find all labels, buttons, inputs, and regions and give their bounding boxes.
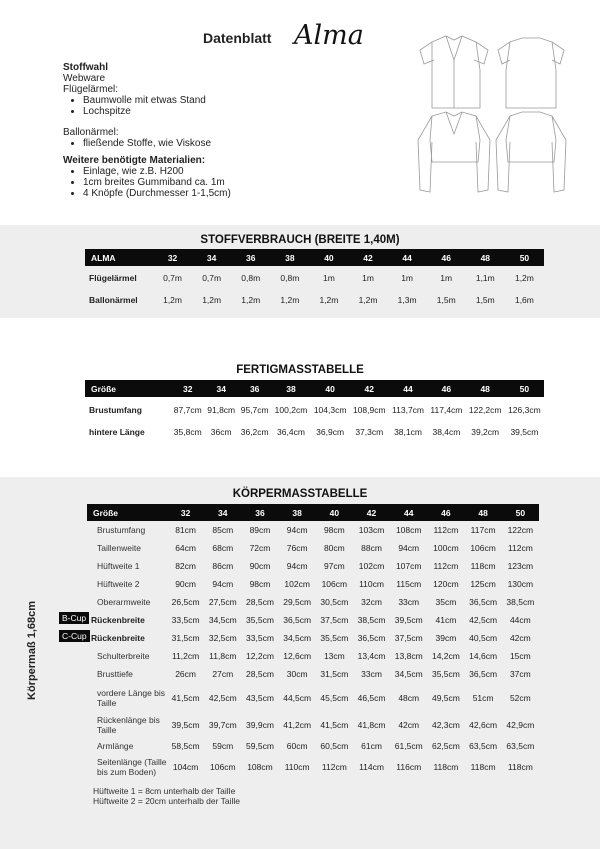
table-cell: 1m xyxy=(401,273,414,283)
row-label: Taillenweite xyxy=(97,543,141,553)
table-cell: 118cm xyxy=(470,762,496,772)
table-cell: 108,9cm xyxy=(352,405,386,415)
note: Hüftweite 1 = 8cm unterhalb der Taille xyxy=(93,786,236,796)
table-cell: 48cm xyxy=(398,693,420,703)
table-cell: 38,5cm xyxy=(357,615,386,625)
size-header: 38 xyxy=(271,380,310,397)
row-label: Hüftweite 1 xyxy=(97,561,140,571)
page-header xyxy=(203,30,271,48)
table-cell: 42cm xyxy=(509,633,531,643)
table-cell: 43,5cm xyxy=(246,693,274,703)
table-cell: 39cm xyxy=(435,633,457,643)
size-header: 36 xyxy=(238,380,271,397)
table-cell: 62,5cm xyxy=(431,741,460,751)
size-header: 34 xyxy=(204,504,241,521)
header-row xyxy=(85,380,544,397)
fabric-type: Webware xyxy=(63,73,106,84)
garment-illustrations xyxy=(410,30,580,200)
row-label: vordere Länge bis Taille xyxy=(97,688,166,708)
table-cell: 110cm xyxy=(359,579,384,589)
table-cell: 118cm xyxy=(470,561,496,571)
table-cell: 86cm xyxy=(212,561,234,571)
size-header: 48 xyxy=(465,504,502,521)
table-cell: 15cm xyxy=(509,651,531,661)
table-cell: 85cm xyxy=(212,525,234,535)
ballon-list xyxy=(63,138,383,149)
table-cell: 37cm xyxy=(509,669,531,679)
row-label: Armlänge xyxy=(97,741,134,751)
row-label: Brustumfang xyxy=(97,525,146,535)
list-item: • fließende Stoffe, wie Viskose xyxy=(83,138,383,149)
row-label: Oberarmweite xyxy=(97,597,151,607)
table-cell: 118cm xyxy=(507,762,533,772)
table-cell: 36,5cm xyxy=(283,615,312,625)
table-cell: 72cm xyxy=(249,543,271,553)
table-cell: 35,5cm xyxy=(320,633,349,643)
table-cell: 0,8m xyxy=(241,273,261,283)
table-cell: 114cm xyxy=(359,762,384,772)
table-cell: 41cm xyxy=(435,615,457,625)
table-cell: 0,8m xyxy=(280,273,300,283)
table-cell: 68cm xyxy=(212,543,234,553)
table-row xyxy=(87,539,539,557)
table-cell: 27,5cm xyxy=(208,597,237,607)
b-cup-badge: B-Cup xyxy=(59,612,89,624)
table-cell: 98cm xyxy=(323,525,345,535)
table-cell: 106cm xyxy=(210,762,236,772)
table-cell: 42cm xyxy=(398,720,420,730)
table-cell: 14,2cm xyxy=(431,651,460,661)
size-header: 34 xyxy=(204,380,237,397)
size-header: 32 xyxy=(167,504,204,521)
row-label: Ballonärmel xyxy=(89,295,138,305)
table-cell: 102cm xyxy=(358,561,385,571)
table-cell: 58,5cm xyxy=(171,741,200,751)
size-header: 48 xyxy=(466,380,505,397)
finished-table xyxy=(85,380,544,440)
body-table-title: KÖRPERMASSTABELLE xyxy=(232,488,368,500)
table-cell: 117cm xyxy=(470,525,496,535)
table-cell: 59,5cm xyxy=(246,741,274,751)
table-cell: 40,5cm xyxy=(469,633,498,643)
table-cell: 130cm xyxy=(507,579,534,589)
table-cell: 80cm xyxy=(323,543,345,553)
table-cell: 36,5cm xyxy=(469,669,498,679)
table-cell: 108cm xyxy=(247,762,273,772)
header-row xyxy=(85,249,544,266)
row-label: hintere Länge xyxy=(89,426,145,437)
table-cell: 32,5cm xyxy=(208,633,237,643)
table-cell: 120cm xyxy=(433,579,459,589)
fluegel-heading: Flügelärmel: xyxy=(63,84,119,95)
size-header: 46 xyxy=(427,504,464,521)
table-cell: 39,5cm xyxy=(510,426,539,437)
table-cell: 82cm xyxy=(175,561,196,571)
table-row xyxy=(87,737,539,755)
table-cell: 1m xyxy=(362,273,374,283)
row-label: Rückenlänge bis Taille xyxy=(97,715,160,735)
table-cell: 113,7cm xyxy=(392,405,425,415)
table-cell: 1,1m xyxy=(475,273,495,283)
list-item: • Lochspitze xyxy=(83,106,383,117)
table-cell: 37,5cm xyxy=(320,615,349,625)
table-cell: 28,5cm xyxy=(246,597,274,607)
table-cell: 13cm xyxy=(323,651,345,661)
table-cell: 1,2m xyxy=(202,295,222,305)
table-cell: 39,5cm xyxy=(394,615,423,625)
corner-header: Größe xyxy=(85,380,171,397)
table-row xyxy=(87,557,539,575)
table-cell: 38,4cm xyxy=(432,426,461,437)
table-cell: 116cm xyxy=(396,762,422,772)
corner-header: Größe xyxy=(87,504,167,521)
table-cell: 1m xyxy=(440,273,453,283)
other-materials-list xyxy=(63,166,383,199)
size-header: 36 xyxy=(231,249,270,266)
table-cell: 94cm xyxy=(286,525,308,535)
table-row xyxy=(87,713,539,737)
table-cell: 117,4cm xyxy=(430,405,463,415)
table-cell: 14,6cm xyxy=(469,651,498,661)
table-cell: 61,5cm xyxy=(394,741,423,751)
table-cell: 39,2cm xyxy=(471,426,500,437)
table-cell: 104,3cm xyxy=(313,405,347,415)
fabric-heading: Stoffwahl xyxy=(63,62,108,73)
note: Hüftweite 2 = 20cm unterhalb der Taille xyxy=(93,796,241,806)
size-header: 48 xyxy=(466,249,505,266)
table-row xyxy=(87,647,539,665)
fluegel-list xyxy=(63,95,383,117)
table-cell: 126,3cm xyxy=(508,405,541,415)
list-item: • Baumwolle mit etwas Stand xyxy=(83,95,383,106)
table-cell: 33,5cm xyxy=(246,633,274,643)
table-cell: 63,5cm xyxy=(506,741,535,751)
table-cell: 90cm xyxy=(175,579,196,589)
table-row xyxy=(87,665,539,683)
notes xyxy=(93,786,240,806)
table-cell: 60,5cm xyxy=(320,741,349,751)
table-cell: 63,5cm xyxy=(469,741,498,751)
table-row xyxy=(87,575,539,593)
table-cell: 81cm xyxy=(175,525,196,535)
size-header: 40 xyxy=(309,249,348,266)
table-cell: 60cm xyxy=(286,741,308,751)
table-cell: 112cm xyxy=(321,762,347,772)
table-cell: 90cm xyxy=(249,561,271,571)
table-cell: 0,7m xyxy=(202,273,222,283)
row-label: Brustumfang xyxy=(89,405,142,415)
table-cell: 1,2m xyxy=(358,295,378,305)
table-cell: 39,5cm xyxy=(171,720,200,730)
table-cell: 95,7cm xyxy=(240,405,269,415)
materials-section xyxy=(63,62,383,199)
size-header: 36 xyxy=(241,504,278,521)
table-cell: 49,5cm xyxy=(431,693,460,703)
table-cell: 33cm xyxy=(361,669,382,679)
size-header: 34 xyxy=(192,249,231,266)
table-cell: 1,3m xyxy=(397,295,417,305)
row-label: Hüftweite 2 xyxy=(97,579,140,589)
table-cell: 38,5cm xyxy=(506,597,535,607)
table-cell: 1,2m xyxy=(241,295,261,305)
table-cell: 112cm xyxy=(507,543,533,553)
table-cell: 41,8cm xyxy=(357,720,386,730)
table-cell: 115cm xyxy=(396,579,422,589)
corner-header: ALMA xyxy=(85,249,153,266)
list-item: • 4 Knöpfe (Durchmesser 1-1,5cm) xyxy=(83,188,383,199)
table-cell: 100,2cm xyxy=(274,405,308,415)
table-row xyxy=(87,611,539,629)
size-header: 40 xyxy=(316,504,353,521)
table-cell: 41,5cm xyxy=(171,693,200,703)
table-cell: 28,5cm xyxy=(246,669,274,679)
table-cell: 31,5cm xyxy=(171,633,200,643)
table-cell: 59cm xyxy=(212,741,234,751)
table-row xyxy=(85,423,544,440)
table-cell: 38,1cm xyxy=(394,426,422,437)
table-cell: 122cm xyxy=(507,525,534,535)
table-cell: 123cm xyxy=(507,561,534,571)
table-cell: 30cm xyxy=(286,669,308,679)
table-cell: 41,2cm xyxy=(283,720,312,730)
table-cell: 1m xyxy=(323,273,335,283)
page-title: Datenblatt xyxy=(203,30,272,46)
other-materials-heading: Weitere benötigte Materialien: xyxy=(63,155,206,166)
body-height-label: Körpermaß 1,68cm xyxy=(26,600,38,700)
table-cell: 30,5cm xyxy=(320,597,349,607)
table-cell: 112cm xyxy=(433,561,459,571)
header-row xyxy=(87,504,539,521)
size-header: 44 xyxy=(389,380,427,397)
table-cell: 31,5cm xyxy=(320,669,349,679)
table-cell: 112cm xyxy=(433,525,459,535)
size-header: 38 xyxy=(279,504,316,521)
table-cell: 118cm xyxy=(433,762,459,772)
row-label: Seitenlänge (Taille bis zum Boden) xyxy=(97,757,167,777)
table-cell: 13,4cm xyxy=(357,651,386,661)
table-cell: 94cm xyxy=(398,543,420,553)
size-header: 32 xyxy=(171,380,204,397)
table-cell: 34,5cm xyxy=(208,615,237,625)
size-header: 38 xyxy=(270,249,309,266)
table-cell: 61cm xyxy=(361,741,382,751)
table-cell: 11,2cm xyxy=(171,651,200,661)
front-balloon-sleeve-illustration xyxy=(418,112,490,192)
table-cell: 108cm xyxy=(395,525,422,535)
table-cell: 106cm xyxy=(321,579,348,589)
table-cell: 1,5m xyxy=(436,295,456,305)
table-cell: 37,3cm xyxy=(355,426,384,437)
table-cell: 42,5cm xyxy=(469,615,498,625)
table-cell: 125cm xyxy=(470,579,496,589)
table-cell: 37,5cm xyxy=(394,633,423,643)
row-label: Brusttiefe xyxy=(97,669,133,679)
table-cell: 76cm xyxy=(286,543,308,553)
row-label: Rückenbreite xyxy=(91,633,145,643)
table-row xyxy=(87,521,539,539)
table-cell: 45,5cm xyxy=(320,693,349,703)
table-cell: 42,3cm xyxy=(431,720,460,730)
table-cell: 122,2cm xyxy=(468,405,502,415)
front-flutter-sleeve-illustration xyxy=(420,36,488,108)
table-cell: 42,6cm xyxy=(469,720,498,730)
table-cell: 1,5m xyxy=(475,295,495,305)
table-cell: 33cm xyxy=(398,597,420,607)
table-cell: 91,8cm xyxy=(207,405,236,415)
fabric-table-title: STOFFVERBRAUCH (BREITE 1,40M) xyxy=(200,234,400,246)
table-cell: 39,9cm xyxy=(246,720,274,730)
table-cell: 52cm xyxy=(509,693,531,703)
table-cell: 102cm xyxy=(284,579,310,589)
row-label: Rückenbreite xyxy=(91,615,145,625)
c-cup-badge: C-Cup xyxy=(59,630,90,642)
table-cell: 36,9cm xyxy=(316,426,345,437)
table-cell: 1,2m xyxy=(280,295,300,305)
table-cell: 35cm xyxy=(435,597,457,607)
size-header: 50 xyxy=(502,504,539,521)
table-row xyxy=(85,266,544,290)
back-balloon-sleeve-illustration xyxy=(496,112,566,192)
table-cell: 94cm xyxy=(286,561,308,571)
table-cell: 87,7cm xyxy=(173,405,202,415)
table-row xyxy=(85,290,544,310)
list-item: • Einlage, wie z.B. H200 xyxy=(83,166,383,177)
table-cell: 12,2cm xyxy=(246,651,274,661)
table-cell: 94cm xyxy=(212,579,234,589)
table-cell: 29,5cm xyxy=(283,597,312,607)
back-flutter-sleeve-illustration xyxy=(498,38,564,108)
ballon-heading: Ballonärmel: xyxy=(63,127,119,138)
table-cell: 42,9cm xyxy=(506,720,535,730)
table-cell: 89cm xyxy=(249,525,271,535)
table-cell: 27cm xyxy=(212,669,234,679)
table-cell: 35,5cm xyxy=(431,669,460,679)
size-header: 46 xyxy=(427,380,465,397)
fabric-table xyxy=(85,249,544,310)
table-cell: 1,2m xyxy=(163,295,182,305)
table-cell: 46,5cm xyxy=(357,693,386,703)
table-cell: 11,8cm xyxy=(209,651,237,661)
size-header: 32 xyxy=(153,249,192,266)
table-cell: 34,5cm xyxy=(394,669,423,679)
size-header: 44 xyxy=(390,504,427,521)
size-header: 42 xyxy=(350,380,389,397)
table-cell: 98cm xyxy=(249,579,271,589)
finished-table-title: FERTIGMASSTABELLE xyxy=(236,364,364,376)
table-cell: 42,5cm xyxy=(208,693,237,703)
size-header: 46 xyxy=(427,249,466,266)
table-cell: 35,5cm xyxy=(246,615,274,625)
table-cell: 36cm xyxy=(210,426,232,437)
table-cell: 1,2m xyxy=(514,273,534,283)
table-cell: 44cm xyxy=(509,615,531,625)
table-cell: 88cm xyxy=(361,543,382,553)
table-cell: 36,5cm xyxy=(469,597,498,607)
table-row xyxy=(87,629,539,647)
size-header: 50 xyxy=(505,249,544,266)
table-cell: 36,4cm xyxy=(277,426,305,437)
table-cell: 0,7m xyxy=(163,273,182,283)
table-cell: 106cm xyxy=(470,543,496,553)
table-cell: 35,8cm xyxy=(173,426,202,437)
table-cell: 100cm xyxy=(433,543,459,553)
row-label: Schulterbreite xyxy=(97,651,150,661)
table-cell: 110cm xyxy=(284,762,310,772)
table-cell: 107cm xyxy=(395,561,422,571)
size-header: 50 xyxy=(505,380,544,397)
table-cell: 39,7cm xyxy=(208,720,237,730)
table-cell: 104cm xyxy=(172,762,199,772)
pattern-name: Alma xyxy=(294,20,364,51)
table-cell: 26cm xyxy=(175,669,196,679)
size-header: 40 xyxy=(311,380,350,397)
size-header: 42 xyxy=(353,504,390,521)
list-item: • 1cm breites Gummiband ca. 1m xyxy=(83,177,383,188)
table-row xyxy=(85,397,544,423)
table-cell: 1,2m xyxy=(319,295,339,305)
table-cell: 64cm xyxy=(175,543,196,553)
table-cell: 26,5cm xyxy=(171,597,200,607)
table-cell: 103cm xyxy=(358,525,385,535)
table-row xyxy=(87,683,539,713)
table-cell: 44,5cm xyxy=(283,693,312,703)
row-label: Flügelärmel xyxy=(89,273,137,283)
table-row xyxy=(87,593,539,611)
table-cell: 12,6cm xyxy=(283,651,312,661)
body-table xyxy=(87,504,539,779)
table-cell: 1,6m xyxy=(514,295,534,305)
table-cell: 41,5cm xyxy=(320,720,349,730)
table-row xyxy=(87,755,539,779)
table-cell: 13,8cm xyxy=(394,651,423,661)
table-cell: 32cm xyxy=(361,597,382,607)
table-cell: 51cm xyxy=(472,693,494,703)
size-header: 44 xyxy=(388,249,427,266)
table-cell: 36,2cm xyxy=(240,426,269,437)
table-cell: 33,5cm xyxy=(171,615,200,625)
size-header: 42 xyxy=(348,249,387,266)
table-cell: 36,5cm xyxy=(357,633,386,643)
table-cell: 34,5cm xyxy=(283,633,312,643)
table-cell: 97cm xyxy=(323,561,345,571)
